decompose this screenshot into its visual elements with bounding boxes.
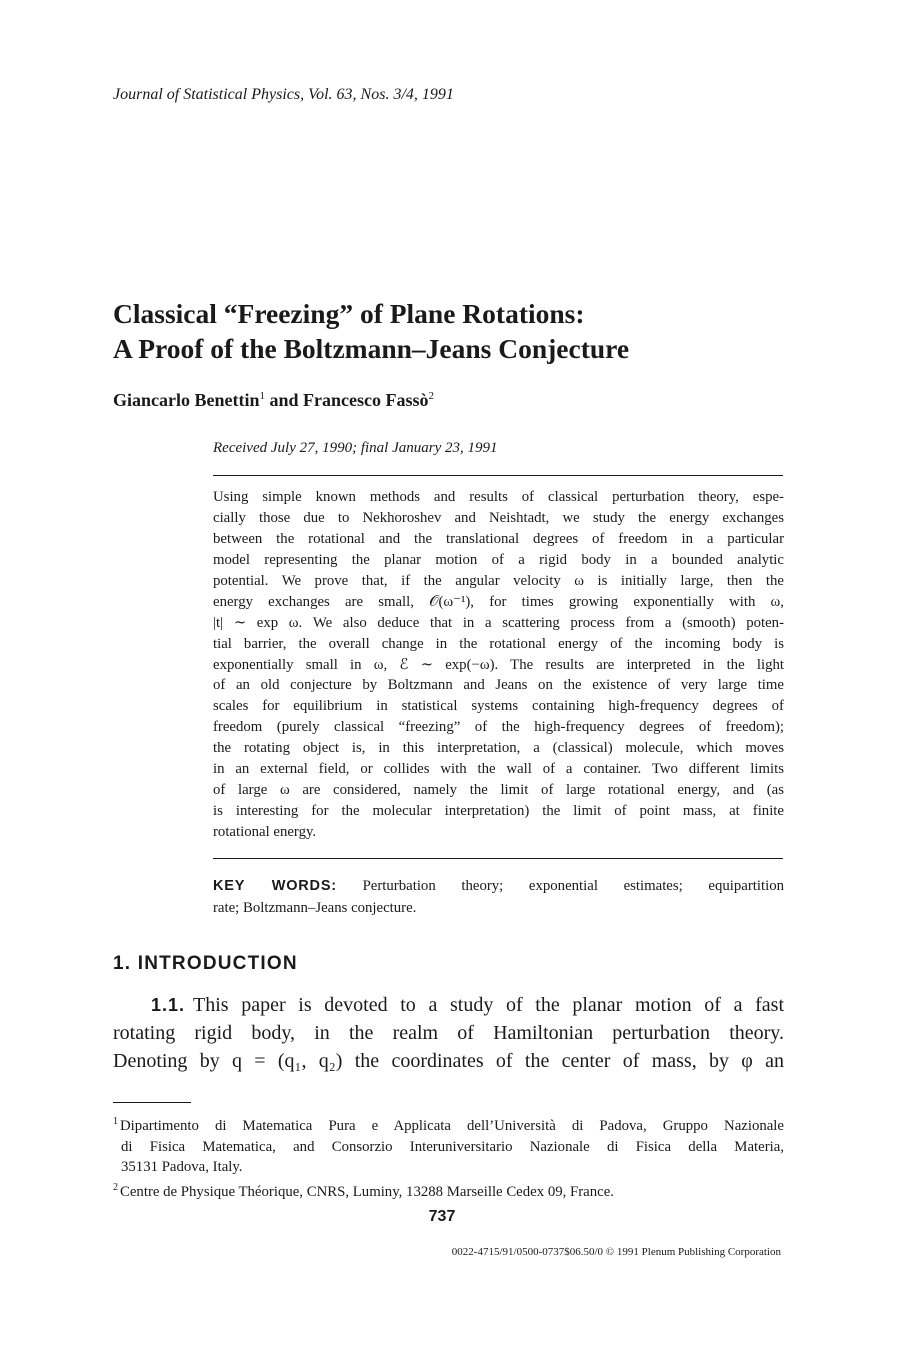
abstract-line: potential. We prove that, if the angular velocity ω is initially large, then the bbox=[213, 572, 784, 589]
key-words-line: Perturbation theory; exponential estimates; equipartition bbox=[362, 878, 784, 894]
footnotes bbox=[113, 1112, 784, 1202]
author-1-footnote-mark: 1 bbox=[259, 390, 265, 402]
footnote-1-line: di Fisica Matematica, and Consorzio Interuniversitario Nazionale di Fisica della Materia, bbox=[121, 1138, 784, 1155]
abstract-line: in an external field, or collides with the wall of a container. Two different limits bbox=[213, 761, 784, 778]
key-words bbox=[213, 875, 784, 919]
footnote-1-line: Dipartimento di Matematica Pura e Applicata dell’Università di Padova, Gruppo Nazionale bbox=[120, 1118, 784, 1134]
abstract-line: of an old conjecture by Boltzmann and Jeans on the existence of very large time bbox=[213, 677, 784, 694]
introduction-body bbox=[113, 991, 784, 1075]
footnote-1-line: 35131 Padova, Italy. bbox=[121, 1159, 243, 1175]
key-words-label: KEY WORDS: bbox=[213, 878, 337, 894]
abstract-line: |t| ∼ exp ω. We also deduce that in a scattering process from a (smooth) poten- bbox=[213, 614, 784, 631]
journal-citation: Journal of Statistical Physics, Vol. 63, Nos. 3/4, 1991 bbox=[113, 86, 454, 103]
footnote-2-mark: 2 bbox=[113, 1181, 118, 1193]
author-2: Francesco Fassò bbox=[303, 390, 429, 410]
abstract-line: exponentially small in ω, ℰ ∼ exp(−ω). The results are interpreted in the light bbox=[213, 656, 784, 673]
abstract-line: is interesting for the molecular interpretation) the limit of point mass, at finite bbox=[213, 803, 784, 820]
abstract-top-rule bbox=[213, 475, 783, 476]
paragraph-number: 1.1. bbox=[151, 995, 186, 1015]
body-line: rotating rigid body, in the realm of Hamiltonian perturbation theory. bbox=[113, 1022, 784, 1044]
abstract-line: the rotating object is, in this interpretation, a (classical) molecule, which moves bbox=[213, 740, 784, 757]
title-line-1: Classical “Freezing” of Plane Rotations: bbox=[113, 298, 585, 329]
author-2-footnote-mark: 2 bbox=[428, 390, 435, 402]
abstract-line: cially those due to Nekhoroshev and Neishtadt, we study the energy exchanges bbox=[213, 509, 784, 526]
abstract-line: scales for equilibrium in statistical systems containing high-frequency degrees of bbox=[213, 698, 784, 715]
abstract-line: of large ω are considered, namely the limit of large rotational energy, and (as bbox=[213, 782, 784, 799]
key-words-line: rate; Boltzmann–Jeans conjecture. bbox=[213, 900, 417, 916]
section-heading: 1. INTRODUCTION bbox=[113, 953, 298, 974]
abstract-line: freedom (purely classical “freezing” of the high-frequency degrees of freedom); bbox=[213, 719, 784, 736]
footnote-2-line: Centre de Physique Théorique, CNRS, Luminy, 13288 Marseille Cedex 09, France. bbox=[120, 1183, 614, 1200]
abstract-line: model representing the planar motion of a rigid body in a bounded analytic bbox=[213, 551, 784, 568]
abstract-line: energy exchanges are small, 𝒪(ω⁻¹), for times growing exponentially with ω, bbox=[213, 593, 784, 610]
body-line: This paper is devoted to a study of the planar motion of a fast bbox=[193, 994, 784, 1016]
abstract-line: tial barrier, the overall change in the rotational energy of the incoming body is bbox=[213, 635, 784, 652]
title-line-2: A Proof of the Boltzmann–Jeans Conjecture bbox=[113, 333, 630, 364]
abstract-bottom-rule bbox=[213, 858, 783, 859]
abstract bbox=[213, 487, 784, 843]
abstract-line: rotational energy. bbox=[213, 824, 317, 840]
abstract-line: between the rotational and the translational degrees of freedom in a particular bbox=[213, 530, 784, 547]
page-number: 737 bbox=[428, 1208, 456, 1225]
author-conjunction: and bbox=[269, 390, 299, 410]
author-1: Giancarlo Benettin bbox=[113, 390, 260, 410]
abstract-line: Using simple known methods and results of classical perturbation theory, espe- bbox=[213, 489, 784, 505]
paper-title bbox=[113, 296, 629, 366]
author-list bbox=[113, 390, 434, 411]
copyright-line: 0022-4715/91/0500-0737$06.50/0 © 1991 Plenum Publishing Corporation bbox=[451, 1246, 781, 1258]
received-dates: Received July 27, 1990; final January 23, 1991 bbox=[213, 440, 498, 456]
body-line: Denoting by q = (q₁, q₂) the coordinates of the center of mass, by φ an bbox=[113, 1050, 784, 1072]
footnote-rule bbox=[113, 1102, 191, 1103]
footnote-1-mark: 1 bbox=[113, 1116, 118, 1127]
